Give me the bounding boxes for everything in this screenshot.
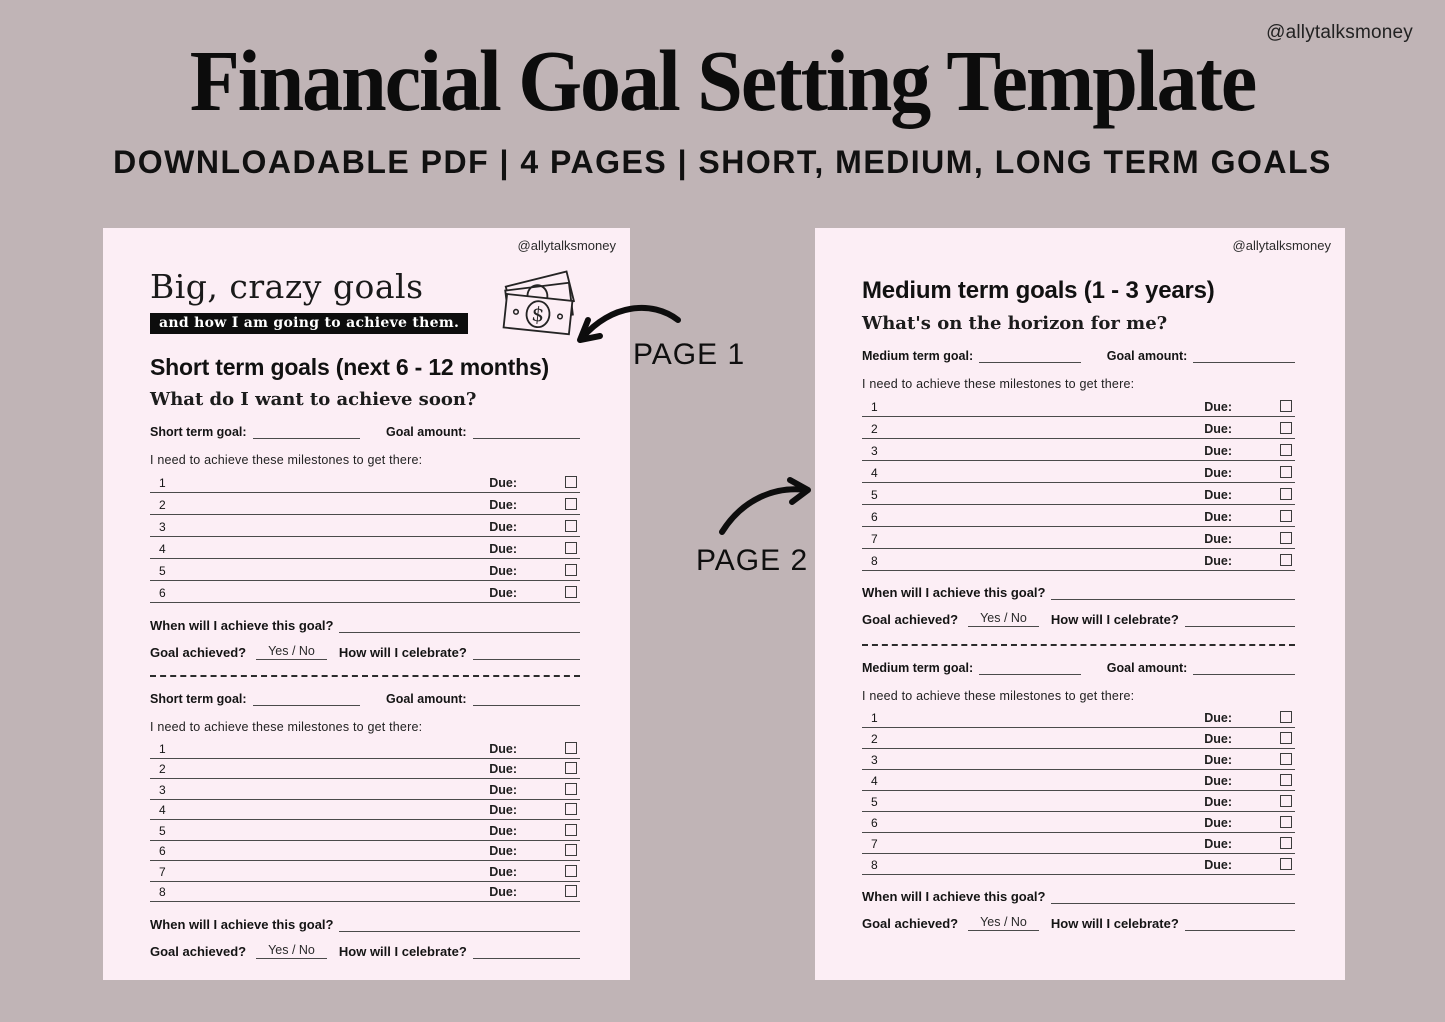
amount-blank-line xyxy=(1193,349,1295,363)
due-checkbox xyxy=(1280,753,1292,765)
due-label: Due: xyxy=(1204,488,1232,502)
due-label: Due: xyxy=(1204,816,1232,830)
milestone-number: 2 xyxy=(159,762,166,776)
milestone-number: 7 xyxy=(871,837,878,851)
milestone-number: 5 xyxy=(871,488,878,502)
due-label: Due: xyxy=(1204,444,1232,458)
when-blank-line xyxy=(1051,586,1295,600)
milestone-number: 2 xyxy=(871,422,878,436)
milestone-number: 5 xyxy=(159,823,166,838)
svg-text:$: $ xyxy=(530,302,546,327)
milestone-row xyxy=(150,882,580,903)
milestone-row xyxy=(862,483,1295,505)
milestone-row xyxy=(150,738,580,759)
achieved-line xyxy=(862,915,1295,931)
celebrate-label: How will I celebrate? xyxy=(338,944,467,959)
milestone-number: 7 xyxy=(159,864,166,879)
due-label: Due: xyxy=(1204,400,1232,414)
when-label: When will I achieve this goal? xyxy=(150,917,334,932)
page1-content xyxy=(103,267,630,959)
watermark-handle: @allytalksmoney xyxy=(1266,22,1413,43)
due-label: Due: xyxy=(489,564,517,578)
due-label: Due: xyxy=(489,476,517,490)
milestone-number: 4 xyxy=(159,803,166,817)
due-checkbox xyxy=(565,586,577,598)
goal-entry-line xyxy=(862,661,1295,675)
poster-subtitle: DOWNLOADABLE PDF | 4 PAGES | SHORT, MEDIUM, LONG TERM GOALS xyxy=(113,144,1332,181)
due-label: Due: xyxy=(1204,554,1232,568)
due-label: Due: xyxy=(489,498,517,512)
milestone-row xyxy=(150,779,580,800)
due-label: Due: xyxy=(489,864,517,879)
due-checkbox xyxy=(565,783,577,795)
due-checkbox xyxy=(565,885,577,897)
milestone-row xyxy=(150,759,580,780)
milestone-row xyxy=(150,841,580,862)
milestone-row xyxy=(862,770,1295,791)
page2-content xyxy=(815,277,1345,931)
due-checkbox xyxy=(1280,422,1292,434)
milestone-row xyxy=(862,749,1295,770)
milestone-row xyxy=(862,395,1295,417)
page1-title: Big, crazy goals xyxy=(150,267,424,306)
milestone-row xyxy=(862,549,1295,571)
goal-entry-line xyxy=(862,349,1295,363)
milestone-row xyxy=(862,833,1295,854)
yes-no-option: Yes / No xyxy=(256,943,327,959)
due-label: Due: xyxy=(1204,858,1232,872)
milestone-number: 2 xyxy=(159,498,166,512)
due-label: Due: xyxy=(1204,532,1232,546)
milestone-number: 7 xyxy=(871,532,878,546)
due-label: Due: xyxy=(1204,732,1232,746)
due-checkbox xyxy=(1280,816,1292,828)
due-checkbox xyxy=(1280,732,1292,744)
page2-question: What's on the horizon for me? xyxy=(862,313,1168,334)
milestone-number: 5 xyxy=(159,564,166,578)
due-checkbox xyxy=(1280,795,1292,807)
milestone-rows xyxy=(862,707,1295,875)
due-checkbox xyxy=(1280,837,1292,849)
milestones-label: I need to achieve these milestones to get there: xyxy=(862,689,1135,703)
when-line xyxy=(862,585,1295,600)
milestone-row xyxy=(862,791,1295,812)
goal-label: Medium term goal: xyxy=(862,661,974,675)
milestone-number: 3 xyxy=(871,753,878,767)
milestones-label: I need to achieve these milestones to get there: xyxy=(862,377,1135,391)
milestone-row xyxy=(862,527,1295,549)
due-label: Due: xyxy=(489,803,517,817)
milestone-row xyxy=(150,581,580,603)
when-blank-line xyxy=(1051,890,1295,904)
milestone-row xyxy=(150,559,580,581)
milestone-rows xyxy=(150,471,580,603)
dashed-divider xyxy=(150,675,580,677)
goal-entry-line xyxy=(150,425,580,439)
due-checkbox xyxy=(565,865,577,877)
due-checkbox xyxy=(565,520,577,532)
milestone-row xyxy=(862,439,1295,461)
milestone-row xyxy=(862,505,1295,527)
due-checkbox xyxy=(565,762,577,774)
when-blank-line xyxy=(339,918,580,932)
amount-blank-line xyxy=(1193,661,1295,675)
due-checkbox xyxy=(565,498,577,510)
due-label: Due: xyxy=(489,844,517,858)
due-checkbox xyxy=(1280,532,1292,544)
page1-masthead-text xyxy=(150,267,496,334)
achieved-label: Goal achieved? xyxy=(150,645,247,660)
when-line xyxy=(150,618,580,633)
due-checkbox xyxy=(565,844,577,856)
due-label: Due: xyxy=(1204,711,1232,725)
milestone-number: 6 xyxy=(159,844,166,858)
milestones-label: I need to achieve these milestones to get there: xyxy=(150,453,423,467)
amount-label: Goal amount: xyxy=(1106,349,1188,363)
achieved-label: Goal achieved? xyxy=(862,916,959,931)
celebrate-label: How will I celebrate? xyxy=(1050,612,1179,627)
milestone-row xyxy=(862,812,1295,833)
milestone-rows xyxy=(862,395,1295,571)
amount-blank-line xyxy=(473,425,580,439)
due-checkbox xyxy=(565,824,577,836)
amount-label: Goal amount: xyxy=(386,425,467,439)
due-checkbox xyxy=(1280,400,1292,412)
amount-label: Goal amount: xyxy=(1106,661,1188,675)
achieved-line xyxy=(150,644,580,660)
due-label: Due: xyxy=(489,782,517,797)
when-label: When will I achieve this goal? xyxy=(862,585,1046,600)
milestone-row xyxy=(150,471,580,493)
page1-section-heading: Short term goals (next 6 - 12 months) xyxy=(150,354,549,380)
dashed-divider xyxy=(862,644,1295,646)
arrow-to-page2-icon xyxy=(714,476,818,538)
milestone-number: 6 xyxy=(871,816,878,830)
goal-blank-line xyxy=(979,349,1081,363)
page2-section-heading: Medium term goals (1 - 3 years) xyxy=(862,277,1215,304)
goal-entry-line xyxy=(150,692,580,706)
milestone-number: 4 xyxy=(871,466,878,480)
milestone-row xyxy=(150,861,580,882)
when-blank-line xyxy=(339,619,580,633)
due-checkbox xyxy=(1280,466,1292,478)
achieved-label: Goal achieved? xyxy=(862,612,959,627)
page2-preview xyxy=(815,228,1345,980)
milestone-number: 8 xyxy=(871,858,878,872)
yes-no-option: Yes / No xyxy=(968,611,1039,627)
due-checkbox xyxy=(1280,554,1292,566)
amount-blank-line xyxy=(473,692,580,706)
milestone-row xyxy=(862,854,1295,875)
due-label: Due: xyxy=(489,823,517,838)
milestones-label: I need to achieve these milestones to get there: xyxy=(150,720,423,734)
due-label: Due: xyxy=(1204,774,1232,788)
due-checkbox xyxy=(1280,858,1292,870)
due-checkbox xyxy=(1280,444,1292,456)
celebrate-blank-line xyxy=(473,646,580,660)
goal-label: Medium term goal: xyxy=(862,349,974,363)
page1-preview xyxy=(103,228,630,980)
due-label: Due: xyxy=(489,586,517,600)
milestone-number: 4 xyxy=(159,542,166,556)
milestone-number: 1 xyxy=(871,400,878,414)
due-checkbox xyxy=(1280,510,1292,522)
page2-label: PAGE 2 xyxy=(696,544,809,577)
achieved-line xyxy=(862,611,1295,627)
milestone-row xyxy=(150,493,580,515)
due-checkbox xyxy=(565,803,577,815)
achieved-label: Goal achieved? xyxy=(150,944,247,959)
milestone-number: 5 xyxy=(871,795,878,809)
milestone-number: 8 xyxy=(159,885,166,899)
page1-label: PAGE 1 xyxy=(633,338,746,371)
due-label: Due: xyxy=(1204,837,1232,851)
celebrate-blank-line xyxy=(1185,917,1295,931)
due-label: Due: xyxy=(489,542,517,556)
goal-label: Short term goal: xyxy=(150,425,247,439)
milestone-rows xyxy=(150,738,580,902)
yes-no-option: Yes / No xyxy=(256,644,327,660)
due-label: Due: xyxy=(489,741,517,756)
due-checkbox xyxy=(1280,711,1292,723)
yes-no-option: Yes / No xyxy=(968,915,1039,931)
celebrate-label: How will I celebrate? xyxy=(338,645,467,660)
when-label: When will I achieve this goal? xyxy=(862,889,1046,904)
milestone-row xyxy=(150,537,580,559)
milestone-row xyxy=(862,461,1295,483)
achieved-line xyxy=(150,943,580,959)
page1-watermark: @allytalksmoney xyxy=(517,238,616,253)
due-label: Due: xyxy=(1204,510,1232,524)
page1-masthead xyxy=(150,267,580,341)
when-line xyxy=(150,917,580,932)
due-label: Due: xyxy=(489,520,517,534)
milestone-number: 3 xyxy=(159,520,166,534)
due-checkbox xyxy=(565,742,577,754)
goal-label: Short term goal: xyxy=(150,692,247,706)
due-checkbox xyxy=(565,542,577,554)
milestone-row xyxy=(150,800,580,821)
due-label: Due: xyxy=(1204,795,1232,809)
when-line xyxy=(862,889,1295,904)
page1-tagline: and how I am going to achieve them. xyxy=(150,313,468,334)
goal-blank-line xyxy=(253,425,360,439)
when-label: When will I achieve this goal? xyxy=(150,618,334,633)
due-label: Due: xyxy=(1204,753,1232,767)
page2-watermark: @allytalksmoney xyxy=(1232,238,1331,253)
page1-question: What do I want to achieve soon? xyxy=(150,389,477,410)
milestone-number: 1 xyxy=(871,711,878,725)
due-checkbox xyxy=(565,564,577,576)
milestone-number: 1 xyxy=(159,741,166,756)
celebrate-blank-line xyxy=(473,945,580,959)
due-label: Due: xyxy=(1204,422,1232,436)
due-label: Due: xyxy=(1204,466,1232,480)
milestone-row xyxy=(150,820,580,841)
celebrate-label: How will I celebrate? xyxy=(1050,916,1179,931)
poster-title: Financial Goal Setting Template xyxy=(189,32,1256,130)
milestone-number: 3 xyxy=(871,444,878,458)
due-label: Due: xyxy=(489,885,517,899)
due-checkbox xyxy=(1280,774,1292,786)
due-label: Due: xyxy=(489,762,517,776)
milestone-row xyxy=(862,728,1295,749)
celebrate-blank-line xyxy=(1185,613,1295,627)
milestone-row xyxy=(862,417,1295,439)
milestone-number: 2 xyxy=(871,732,878,746)
milestone-number: 8 xyxy=(871,554,878,568)
amount-label: Goal amount: xyxy=(386,692,467,706)
due-checkbox xyxy=(1280,488,1292,500)
milestone-row xyxy=(150,515,580,537)
milestone-number: 6 xyxy=(871,510,878,524)
goal-blank-line xyxy=(253,692,360,706)
milestone-number: 4 xyxy=(871,774,878,788)
goal-blank-line xyxy=(979,661,1081,675)
milestone-number: 1 xyxy=(159,476,166,490)
due-checkbox xyxy=(565,476,577,488)
milestone-number: 3 xyxy=(159,782,166,797)
milestone-row xyxy=(862,707,1295,728)
milestone-number: 6 xyxy=(159,586,166,600)
